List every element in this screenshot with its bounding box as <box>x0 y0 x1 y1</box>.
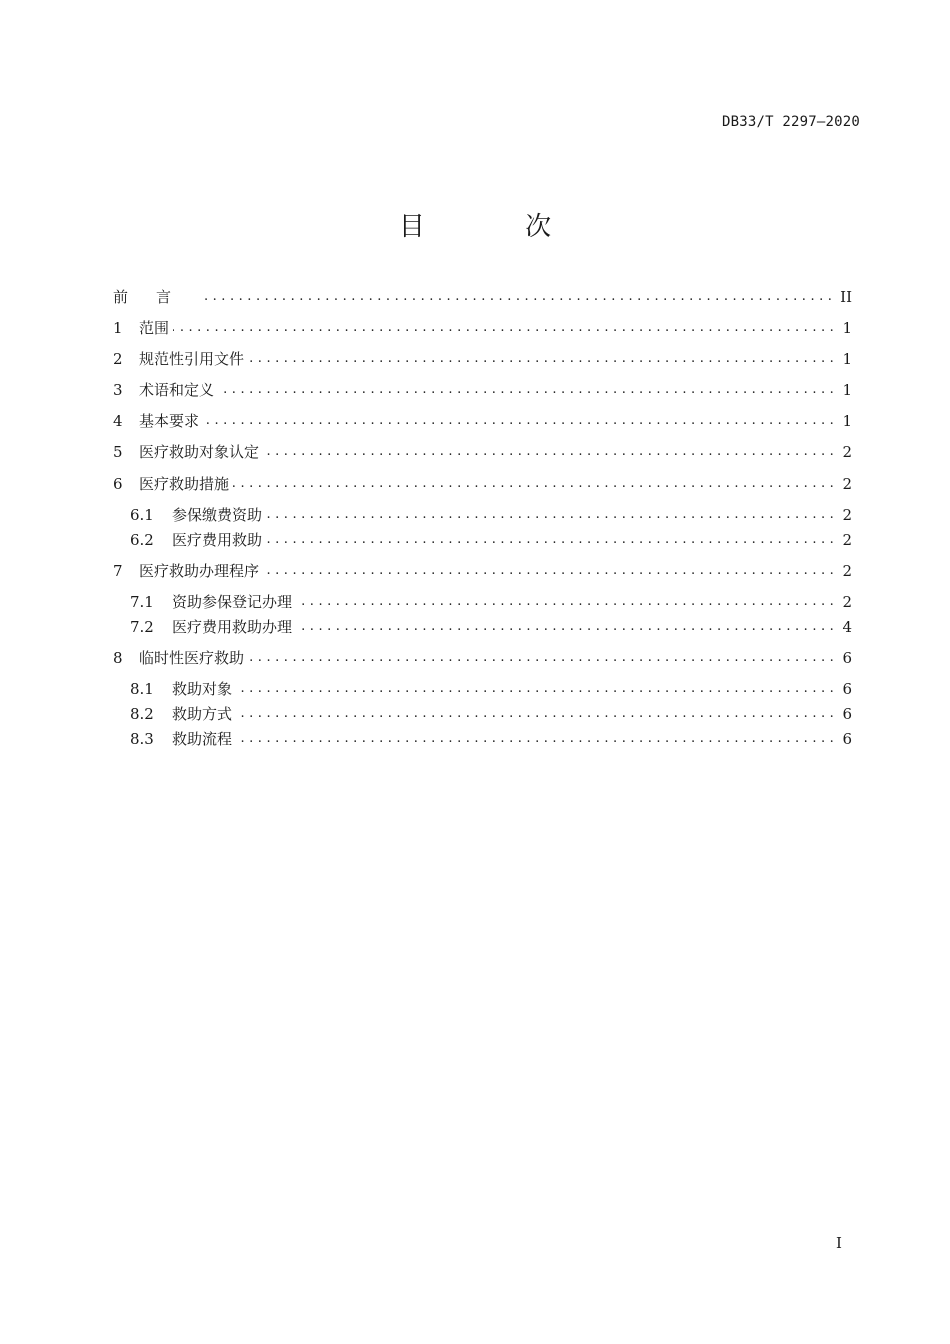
toc-entry-page: 2 <box>842 593 852 611</box>
toc-entry-label: 术语和定义 <box>139 381 215 399</box>
toc-entry-label: 前言 <box>113 288 200 306</box>
table-of-contents <box>113 0 852 800</box>
toc-entry-page: 1 <box>842 319 852 337</box>
toc-entry-number: 7.2 <box>130 618 154 636</box>
toc-leader-dots <box>263 560 834 582</box>
toc-entry-number: 6 <box>113 475 123 493</box>
toc-leader-dots <box>236 678 834 700</box>
toc-leader-dots <box>203 286 832 308</box>
toc-entry-label: 规范性引用文件 <box>139 350 245 368</box>
toc-entry-6-2[interactable] <box>130 529 852 551</box>
toc-entry-1[interactable] <box>113 317 852 339</box>
toc-entry-page: 2 <box>842 475 852 493</box>
toc-entry-page: 1 <box>842 412 852 430</box>
toc-entry-label: 基本要求 <box>139 412 200 430</box>
toc-title: 目 次 <box>398 212 598 242</box>
page-number: I <box>836 1234 842 1252</box>
toc-entry-number: 6.1 <box>130 506 154 524</box>
toc-entry-5[interactable] <box>113 441 852 463</box>
toc-entry-label: 参保缴费资助 <box>172 506 263 524</box>
toc-leader-dots <box>296 591 834 613</box>
toc-entry-number: 8.3 <box>130 730 154 748</box>
toc-entry-number: 6.2 <box>130 531 154 549</box>
toc-entry-page: 1 <box>842 381 852 399</box>
toc-entry-8[interactable] <box>113 647 852 669</box>
toc-entry-page: 2 <box>842 531 852 549</box>
toc-entry-label: 救助对象 <box>172 680 233 698</box>
toc-leader-dots <box>266 504 834 526</box>
toc-entry-number: 7 <box>113 562 123 580</box>
toc-entry-number: 8 <box>113 649 123 667</box>
toc-entry-number: 2 <box>113 350 123 368</box>
toc-leader-dots <box>266 529 834 551</box>
toc-entry-page: II <box>840 288 852 306</box>
toc-leader-dots <box>263 441 834 463</box>
toc-entry-4[interactable] <box>113 410 852 432</box>
toc-entry-label: 临时性医疗救助 <box>139 649 245 667</box>
toc-leader-dots <box>236 728 834 750</box>
toc-entry-3[interactable] <box>113 379 852 401</box>
toc-entry-2[interactable] <box>113 348 852 370</box>
toc-entry-number: 5 <box>113 443 123 461</box>
toc-entry-page: 6 <box>842 649 852 667</box>
toc-leader-dots <box>173 317 834 339</box>
toc-entry-number: 8.1 <box>130 680 154 698</box>
toc-leader-dots <box>248 348 834 370</box>
toc-entry-label: 范围 <box>139 319 170 337</box>
toc-entry-number: 8.2 <box>130 705 154 723</box>
document-code: DB33/T 2297—2020 <box>721 114 860 130</box>
toc-entry-page: 4 <box>842 618 852 636</box>
toc-entry-number: 7.1 <box>130 593 154 611</box>
toc-entry-7-2[interactable] <box>130 616 852 638</box>
toc-entry-page: 6 <box>842 680 852 698</box>
toc-entry-7-1[interactable] <box>130 591 852 613</box>
toc-entry-6-1[interactable] <box>130 504 852 526</box>
toc-leader-dots <box>233 473 834 495</box>
toc-entry-label: 医疗救助对象认定 <box>139 443 260 461</box>
toc-leader-dots <box>218 379 834 401</box>
toc-entry-page: 2 <box>842 443 852 461</box>
toc-entry-8-2[interactable] <box>130 703 852 725</box>
toc-entry-page: 2 <box>842 506 852 524</box>
toc-leader-dots <box>248 647 834 669</box>
toc-entry-number: 1 <box>113 319 123 337</box>
toc-entry-page: 6 <box>842 730 852 748</box>
toc-entry-label: 资助参保登记办理 <box>172 593 293 611</box>
toc-entry-page: 2 <box>842 562 852 580</box>
toc-entry-7[interactable] <box>113 560 852 582</box>
toc-entry-label: 救助方式 <box>172 705 233 723</box>
toc-entry-label: 医疗救助办理程序 <box>139 562 260 580</box>
toc-entry-label: 医疗费用救助办理 <box>172 618 293 636</box>
toc-entry-number: 4 <box>113 412 123 430</box>
toc-entry-8-1[interactable] <box>130 678 852 700</box>
toc-leader-dots <box>203 410 834 432</box>
toc-entry-label: 医疗救助措施 <box>139 475 230 493</box>
toc-entry-page: 6 <box>842 705 852 723</box>
toc-entry-label: 医疗费用救助 <box>172 531 263 549</box>
toc-entry-number: 3 <box>113 381 123 399</box>
toc-entry-label: 救助流程 <box>172 730 233 748</box>
toc-entry-page: 1 <box>842 350 852 368</box>
toc-entry-8-3[interactable] <box>130 728 852 750</box>
toc-leader-dots <box>236 703 834 725</box>
toc-entry-6[interactable] <box>113 473 852 495</box>
toc-leader-dots <box>296 616 834 638</box>
toc-entry-foreword[interactable] <box>113 286 852 308</box>
